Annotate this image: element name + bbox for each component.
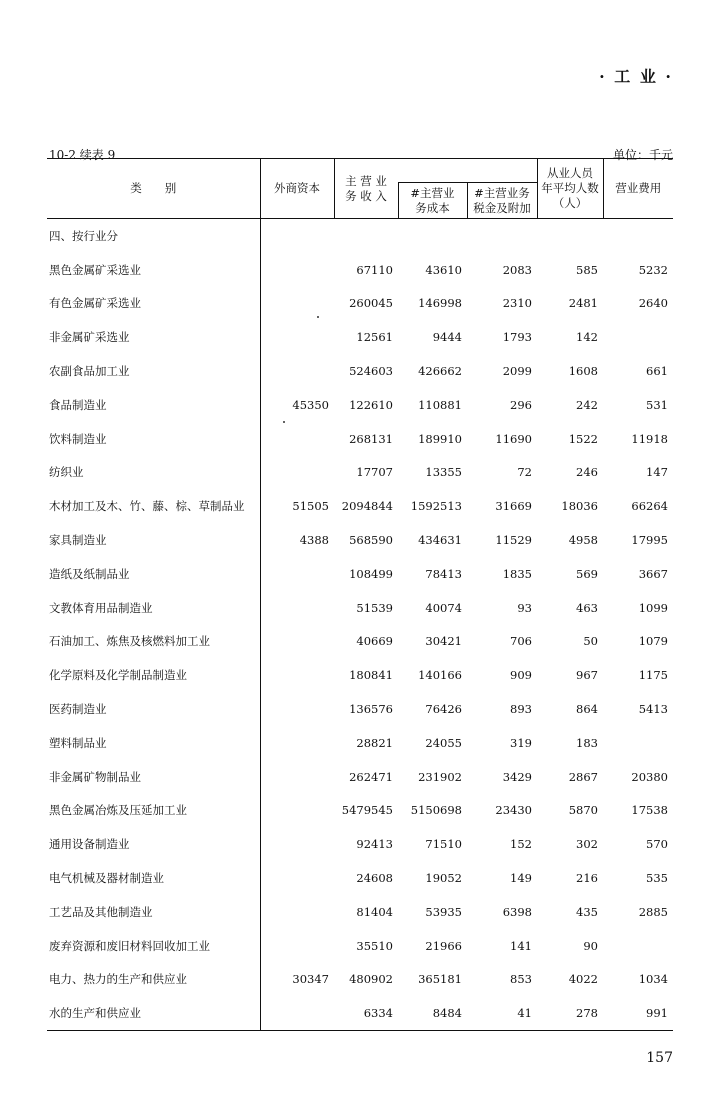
- cell-tax: 2099: [502, 364, 532, 379]
- cell-cost: 24055: [425, 735, 462, 750]
- cell-revenue: 262471: [349, 769, 393, 784]
- cell-employees: [537, 219, 603, 253]
- cell-tax: 41: [467, 996, 537, 1030]
- cell-foreign: [260, 794, 334, 828]
- cell-foreign: 30347: [260, 963, 334, 997]
- cell-name: 家具制造业: [49, 533, 107, 548]
- cell-employees: 183: [576, 735, 598, 750]
- cell-foreign: [260, 726, 334, 760]
- cell-tax: 296: [510, 397, 532, 412]
- cell-revenue: 108499: [349, 566, 393, 581]
- cell-employees: 90: [583, 938, 598, 953]
- table-row: [47, 320, 673, 354]
- cell-cost: 189910: [418, 431, 462, 446]
- cell-name: 石油加工、炼焦及核燃料加工业: [49, 634, 210, 649]
- cell-foreign: 4388: [260, 523, 334, 557]
- scan-speck: [317, 316, 319, 318]
- cell-employees: 142: [576, 330, 598, 345]
- table-row: [47, 996, 673, 1030]
- cell-revenue: 17707: [356, 465, 393, 480]
- scan-speck: [283, 421, 285, 423]
- cell-revenue: 122610: [349, 397, 393, 412]
- cell-employees: 1608: [568, 364, 598, 379]
- cell-foreign: [260, 895, 334, 929]
- cell-tax: 853: [510, 972, 532, 987]
- cell-employees: 216: [576, 871, 598, 886]
- cell-foreign: 51505: [260, 489, 334, 523]
- cell-foreign: [260, 422, 334, 456]
- cell-tax: 2310: [502, 296, 532, 311]
- cell-tax: 909: [510, 668, 532, 683]
- cell-cost: 43610: [425, 262, 462, 277]
- table-row: [47, 523, 673, 557]
- cell-cost: 365181: [418, 972, 462, 987]
- cell-revenue: 568590: [349, 533, 393, 548]
- table-row: [47, 591, 673, 625]
- table-row: [47, 388, 673, 422]
- cell-name: 纺织业: [49, 465, 84, 480]
- cell-foreign: [260, 827, 334, 861]
- cell-employees: 18036: [561, 499, 598, 514]
- table-row: [47, 658, 673, 692]
- cell-cost: 110881: [418, 397, 462, 412]
- cell-tax: 11690: [495, 431, 532, 446]
- cell-foreign: [260, 861, 334, 895]
- cell-tax: 1835: [502, 566, 532, 581]
- cell-revenue: 24608: [356, 871, 393, 886]
- cell-expense: 531: [646, 397, 668, 412]
- cell-revenue: 268131: [349, 431, 393, 446]
- cell-cost: 9444: [432, 330, 462, 345]
- table-row: [47, 692, 673, 726]
- cell-tax: 141: [510, 938, 532, 953]
- cell-tax: 706: [510, 634, 532, 649]
- cell-foreign: 45350: [260, 388, 334, 422]
- header-foreign-capital: 外商资本: [260, 159, 334, 219]
- cell-expense: [603, 726, 673, 760]
- cell-revenue: 5479545: [341, 803, 393, 818]
- cell-cost: 40074: [425, 600, 462, 615]
- cell-tax: 23430: [495, 803, 532, 818]
- cell-revenue: 51539: [356, 600, 393, 615]
- cell-expense: 661: [646, 364, 668, 379]
- cell-employees: 463: [576, 600, 598, 615]
- cell-employees: 50: [583, 634, 598, 649]
- cell-name: 废弃资源和废旧材料回收加工业: [49, 938, 210, 953]
- cell-expense: 20380: [631, 769, 668, 784]
- table-row: [47, 760, 673, 794]
- cell-cost: 71510: [425, 837, 462, 852]
- cell-employees: 4958: [568, 533, 598, 548]
- table-row: [47, 253, 673, 287]
- cell-name: 饮料制造业: [49, 431, 107, 446]
- header-category: 类 别: [47, 159, 260, 219]
- cell-expense: 1034: [638, 972, 668, 987]
- cell-tax: 319: [510, 735, 532, 750]
- cell-expense: 147: [646, 465, 668, 480]
- cell-expense: 570: [646, 837, 668, 852]
- cell-employees: 435: [576, 904, 598, 919]
- cell-tax: 149: [510, 871, 532, 886]
- cell-expense: 991: [603, 996, 673, 1030]
- cell-tax: 1793: [502, 330, 532, 345]
- cell-employees: 585: [576, 262, 598, 277]
- cell-revenue: 260045: [349, 296, 393, 311]
- table-body: [47, 219, 673, 1031]
- cell-revenue: 12561: [356, 330, 393, 345]
- cell-employees: 2867: [568, 769, 598, 784]
- cell-expense: 17995: [631, 533, 668, 548]
- cell-revenue: 92413: [356, 837, 393, 852]
- statistics-table: [47, 158, 673, 1031]
- cell-foreign: [260, 287, 334, 321]
- cell-expense: 1079: [638, 634, 668, 649]
- cell-employees: 242: [576, 397, 598, 412]
- table-caption: 10-2 续表 9: [49, 148, 116, 162]
- cell-foreign: [260, 760, 334, 794]
- table-row: [47, 219, 673, 253]
- cell-revenue: 6334: [334, 996, 398, 1030]
- header-operating-expense: 营业费用: [603, 159, 673, 219]
- cell-name: 有色金属矿采选业: [49, 296, 141, 311]
- cell-cost: 19052: [425, 871, 462, 886]
- cell-tax: 3429: [502, 769, 532, 784]
- cell-revenue: 35510: [356, 938, 393, 953]
- cell-expense: 3667: [638, 566, 668, 581]
- cell-cost: 434631: [418, 533, 462, 548]
- cell-name: 食品制造业: [49, 397, 107, 412]
- cell-tax: 6398: [502, 904, 532, 919]
- cell-name: 化学原料及化学制品制造业: [49, 668, 187, 683]
- header-employees: 从业人员 年平均人数 （人）: [537, 159, 603, 219]
- table-row: [47, 794, 673, 828]
- table-header: [47, 159, 673, 219]
- cell-name: 塑料制品业: [49, 735, 107, 750]
- cell-tax: 72: [517, 465, 532, 480]
- table-row: [47, 456, 673, 490]
- cell-expense: 17538: [631, 803, 668, 818]
- cell-cost: 140166: [418, 668, 462, 683]
- table-row: [47, 827, 673, 861]
- cell-expense: [603, 929, 673, 963]
- cell-expense: 5413: [638, 702, 668, 717]
- cell-cost: [398, 219, 467, 253]
- cell-cost: 30421: [425, 634, 462, 649]
- cell-foreign: [260, 591, 334, 625]
- cell-cost: 21966: [425, 938, 462, 953]
- cell-name: 通用设备制造业: [49, 837, 130, 852]
- cell-cost: 76426: [425, 702, 462, 717]
- table-row: [47, 929, 673, 963]
- cell-foreign: [260, 219, 334, 253]
- cell-name: 黑色金属冶炼及压延加工业: [49, 803, 187, 818]
- header-spacer: [398, 159, 537, 183]
- cell-cost: 78413: [425, 566, 462, 581]
- cell-cost: 53935: [425, 904, 462, 919]
- cell-expense: 2885: [638, 904, 668, 919]
- cell-name: 电气机械及器材制造业: [49, 871, 164, 886]
- cell-employees: 302: [576, 837, 598, 852]
- cell-expense: [603, 219, 673, 253]
- cell-expense: 1175: [638, 668, 668, 683]
- cell-name: 非金属矿物制品业: [49, 769, 141, 784]
- cell-revenue: 180841: [349, 668, 393, 683]
- cell-name: 电力、热力的生产和供应业: [49, 972, 187, 987]
- cell-tax: 31669: [495, 499, 532, 514]
- cell-tax: 893: [510, 702, 532, 717]
- cell-foreign: [260, 557, 334, 591]
- cell-name: 四、按行业分: [49, 228, 118, 243]
- cell-employees: 2481: [568, 296, 598, 311]
- cell-revenue: 81404: [356, 904, 393, 919]
- cell-foreign: [260, 658, 334, 692]
- cell-cost: 146998: [418, 296, 462, 311]
- table-row: [47, 895, 673, 929]
- cell-foreign: [260, 692, 334, 726]
- cell-revenue: 40669: [356, 634, 393, 649]
- cell-cost: 426662: [418, 364, 462, 379]
- table-row: [47, 557, 673, 591]
- cell-revenue: 67110: [356, 262, 393, 277]
- table-row: [47, 625, 673, 659]
- table-row: [47, 354, 673, 388]
- cell-employees: 1522: [568, 431, 598, 446]
- cell-employees: 5870: [568, 803, 598, 818]
- page-number: 157: [646, 1050, 673, 1066]
- cell-foreign: [260, 320, 334, 354]
- cell-foreign: [260, 354, 334, 388]
- cell-tax: 93: [517, 600, 532, 615]
- cell-name: 农副食品加工业: [49, 364, 130, 379]
- cell-expense: 5232: [638, 262, 668, 277]
- cell-name: 造纸及纸制品业: [49, 566, 130, 581]
- cell-revenue: 2094844: [341, 499, 393, 514]
- cell-expense: 66264: [631, 499, 668, 514]
- cell-tax: 11529: [495, 533, 532, 548]
- cell-name: 文教体育用品制造业: [49, 600, 153, 615]
- cell-foreign: [260, 456, 334, 490]
- cell-name: 非金属矿采选业: [49, 330, 130, 345]
- cell-revenue: 28821: [356, 735, 393, 750]
- cell-revenue: [334, 219, 398, 253]
- cell-expense: 535: [646, 871, 668, 886]
- cell-foreign: [260, 996, 334, 1030]
- cell-tax: 2083: [502, 262, 532, 277]
- cell-cost: 8484: [398, 996, 467, 1030]
- cell-foreign: [260, 253, 334, 287]
- cell-expense: [603, 320, 673, 354]
- cell-tax: 152: [510, 837, 532, 852]
- table-row: [47, 422, 673, 456]
- cell-expense: 11918: [631, 431, 668, 446]
- cell-name: 黑色金属矿采选业: [49, 262, 141, 277]
- cell-tax: [467, 219, 537, 253]
- cell-revenue: 480902: [349, 972, 393, 987]
- cell-cost: 5150698: [410, 803, 462, 818]
- header-main-tax: #主营业务 税金及附加: [467, 183, 537, 219]
- cell-foreign: [260, 625, 334, 659]
- cell-name: 医药制造业: [49, 702, 107, 717]
- cell-expense: 1099: [638, 600, 668, 615]
- cell-expense: 2640: [638, 296, 668, 311]
- header-main-revenue: 主 营 业 务 收 入: [334, 159, 398, 219]
- cell-employees: 278: [537, 996, 603, 1030]
- cell-cost: 13355: [425, 465, 462, 480]
- cell-employees: 246: [576, 465, 598, 480]
- cell-employees: 864: [576, 702, 598, 717]
- unit-label: 单位：千元: [612, 148, 673, 162]
- cell-cost: 1592513: [410, 499, 462, 514]
- cell-employees: 967: [576, 668, 598, 683]
- cell-name: 工艺品及其他制造业: [49, 904, 153, 919]
- cell-employees: 4022: [568, 972, 598, 987]
- table-row: [47, 489, 673, 523]
- table-row: [47, 726, 673, 760]
- cell-revenue: 524603: [349, 364, 393, 379]
- header-main-cost: #主营业 务成本: [398, 183, 467, 219]
- cell-cost: 231902: [418, 769, 462, 784]
- cell-employees: 569: [576, 566, 598, 581]
- cell-foreign: [260, 929, 334, 963]
- table-row: [47, 963, 673, 997]
- table-row: [47, 287, 673, 321]
- cell-name: 水的生产和供应业: [47, 996, 260, 1030]
- cell-name: 木材加工及木、竹、藤、棕、草制品业: [49, 499, 245, 514]
- cell-revenue: 136576: [349, 702, 393, 717]
- table-row: [47, 861, 673, 895]
- section-header: · 工 业 ·: [599, 67, 673, 86]
